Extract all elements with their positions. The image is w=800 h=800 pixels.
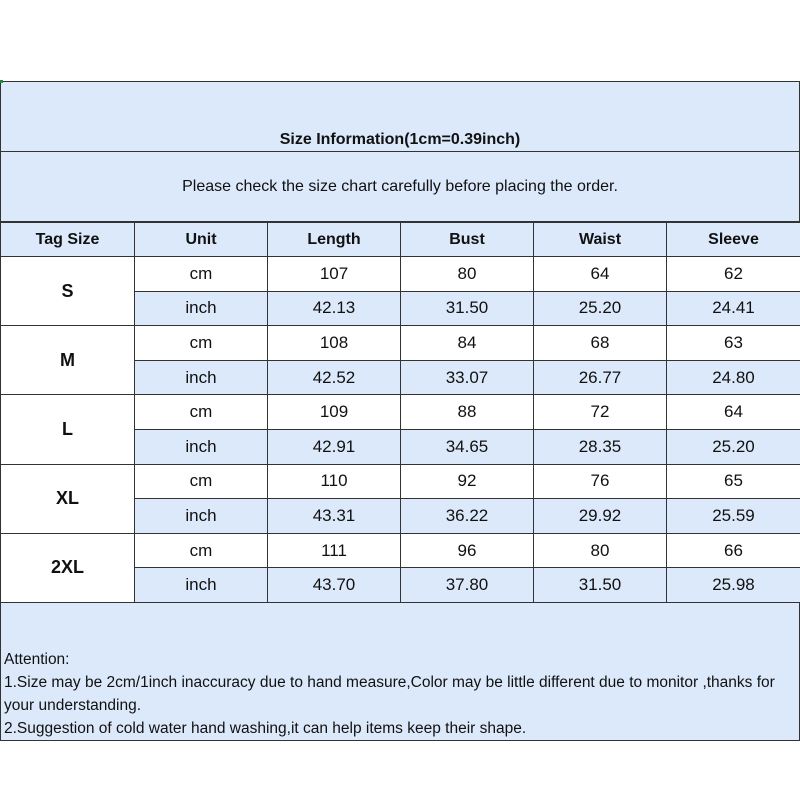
sleeve-cell: 25.59 [667, 499, 800, 534]
header-unit: Unit [135, 223, 268, 257]
unit-cell: inch [135, 360, 268, 395]
sleeve-cell: 62 [667, 257, 800, 292]
tag-size-cell: M [1, 326, 135, 395]
unit-cell: cm [135, 533, 268, 568]
size-table [0, 222, 800, 603]
waist-cell: 64 [534, 257, 667, 292]
tag-size-cell: XL [1, 464, 135, 533]
sleeve-cell: 25.20 [667, 429, 800, 464]
bust-cell: 37.80 [401, 568, 534, 603]
unit-cell: cm [135, 395, 268, 430]
length-cell: 42.91 [268, 429, 401, 464]
sleeve-cell: 66 [667, 533, 800, 568]
length-cell: 109 [268, 395, 401, 430]
sleeve-cell: 64 [667, 395, 800, 430]
length-cell: 42.13 [268, 291, 401, 326]
waist-cell: 31.50 [534, 568, 667, 603]
bust-cell: 31.50 [401, 291, 534, 326]
waist-cell: 68 [534, 326, 667, 361]
unit-cell: inch [135, 429, 268, 464]
bust-cell: 96 [401, 533, 534, 568]
sleeve-cell: 63 [667, 326, 800, 361]
table-row [1, 464, 800, 499]
tag-size-cell: L [1, 395, 135, 464]
notice-row [1, 152, 800, 222]
waist-cell: 26.77 [534, 360, 667, 395]
table-row [1, 326, 800, 361]
header-bust: Bust [401, 223, 534, 257]
title-row [1, 82, 800, 152]
length-cell: 43.31 [268, 499, 401, 534]
table-row [1, 257, 800, 292]
unit-cell: cm [135, 257, 268, 292]
waist-cell: 29.92 [534, 499, 667, 534]
table-row [1, 395, 800, 430]
bust-cell: 33.07 [401, 360, 534, 395]
header-sleeve: Sleeve [667, 223, 800, 257]
notice-text: Please check the size chart carefully before placing the order. [182, 177, 618, 195]
tag-size-cell: 2XL [1, 533, 135, 602]
unit-cell: cm [135, 464, 268, 499]
header-tag-size: Tag Size [1, 223, 135, 257]
chart-title: Size Information(1cm=0.39inch) [279, 131, 521, 148]
bust-cell: 34.65 [401, 429, 534, 464]
waist-cell: 72 [534, 395, 667, 430]
bust-cell: 84 [401, 326, 534, 361]
length-cell: 111 [268, 533, 401, 568]
header-length: Length [268, 223, 401, 257]
waist-cell: 25.20 [534, 291, 667, 326]
sleeve-cell: 24.80 [667, 360, 800, 395]
attention-line-1: 1.Size may be 2cm/1inch inaccuracy due to hand measure,Color may be little different due to monitor ,thanks for your understanding. [4, 673, 775, 714]
waist-cell: 28.35 [534, 429, 667, 464]
unit-cell: inch [135, 499, 268, 534]
bust-cell: 36.22 [401, 499, 534, 534]
table-header-row [1, 223, 800, 257]
length-cell: 108 [268, 326, 401, 361]
sleeve-cell: 24.41 [667, 291, 800, 326]
waist-cell: 76 [534, 464, 667, 499]
sleeve-cell: 25.98 [667, 568, 800, 603]
length-cell: 43.70 [268, 568, 401, 603]
bust-cell: 92 [401, 464, 534, 499]
header-waist: Waist [534, 223, 667, 257]
sleeve-cell: 65 [667, 464, 800, 499]
attention-heading: Attention: [4, 650, 70, 668]
size-chart-sheet [0, 81, 800, 741]
length-cell: 42.52 [268, 360, 401, 395]
table-row [1, 533, 800, 568]
attention-line-2: 2.Suggestion of cold water hand washing,it can help items keep their shape. [4, 719, 527, 737]
length-cell: 107 [268, 257, 401, 292]
bust-cell: 80 [401, 257, 534, 292]
unit-cell: cm [135, 326, 268, 361]
unit-cell: inch [135, 568, 268, 603]
waist-cell: 80 [534, 533, 667, 568]
length-cell: 110 [268, 464, 401, 499]
unit-cell: inch [135, 291, 268, 326]
attention-panel [1, 603, 800, 741]
bust-cell: 88 [401, 395, 534, 430]
tag-size-cell: S [1, 257, 135, 326]
